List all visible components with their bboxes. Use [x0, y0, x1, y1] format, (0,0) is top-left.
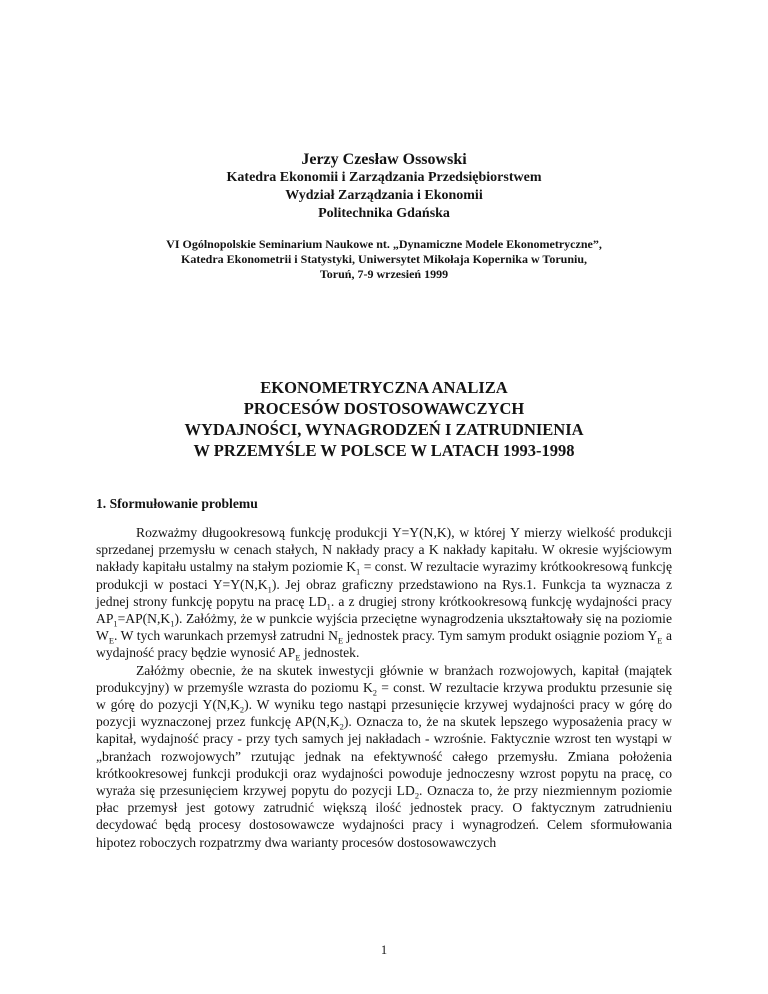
- affiliation-line: Wydział Zarządzania i Ekonomii: [285, 188, 483, 203]
- author-block: [96, 150, 672, 223]
- seminar-line: Toruń, 7-9 wrzesień 1999: [319, 267, 449, 281]
- section-heading: 1. Sformułowanie problemu: [96, 496, 258, 511]
- paragraph: Załóżmy obecnie, że na skutek inwestycji głównie w branżach rozwojowych, kapitał (majątek produkcyjny) w przemyśle wzrasta do poziomu $K_2$ = const. W rezultacie krzywa produktu przesunie się w górę do pozycji $Y(N,K_2)$. W wyniku tego nastąpi przesunięcie krzywej wydajności pracy w górę do pozycji wyznaczonej przez funkcję $AP(N,K_2)$. Oznacza to, że na skutek lepszego wyposażenia pracy w kapitał, wydajność pracy - przy tych samych jej nakładach - wzrośnie. Faktycznie wzrost ten wystąpi w „branżach rozwojowych” rzutując jednak na efektywność całego przemysłu. Zmiana położenia krótkookresowej funkcji produkcji oraz wydajności powoduje jednoczesny wzrost popytu na pracę, co wyraża się przesunięciem krzywej popytu do pozycji $LD_2$. Oznacza to, że przy niezmiennym poziomie płac przemysł jest gotowy zatrudnić większą ilość jednostek pracy. O faktycznym zatrudnieniu decydować będą procesy dostosowawcze wydajności pracy i wynagrodzeń. Celem sformułowania hipotez roboczych rozpatrzmy dwa warianty procesów dostosowawczych: [96, 662, 673, 850]
- paper-title-line: WYDAJNOŚCI, WYNAGRODZEŃ I ZATRUDNIENIA: [184, 420, 584, 439]
- affiliation-line: Politechnika Gdańska: [318, 206, 450, 221]
- section-body: [96, 524, 672, 851]
- page-number: 1: [380, 943, 388, 957]
- paragraph: Rozważmy długookresową funkcję produkcji Y=Y(N,K), w której Y mierzy wielkość produkcji sprzedanej przemysłu w cenach stałych, N nakłady pracy a K nakłady kapitału. W okresie wyjściowym nakłady kapitału ustalmy na stałym poziomie $K_1$ = const. W rezultacie wyrazimy krótkookresową funkcję produkcji w postaci $Y=Y(N,K_1)$. Jej obraz graficzny przedstawiono na Rys.1. Funkcja ta wyznacza z jednej strony funkcję popytu na pracę $LD_1$. a z drugiej strony krótkookresową funkcję wydajności pracy $AP_1=AP(N,K_1)$. Załóżmy, że w punkcie wyjścia przeciętne wynagrodzenia ukształtowały się na poziomie $W_E$. W tych warunkach przemysł zatrudni $N_E$ jednostek pracy. Tym samym produkt osiągnie poziom $Y_E$ a wydajność pracy będzie wynosić $AP_E$ jednostek.: [96, 525, 672, 664]
- author-name: Jerzy Czesław Ossowski: [301, 151, 467, 168]
- paper-title-line: EKONOMETRYCZNA ANALIZA: [260, 378, 508, 397]
- paper-title: [96, 377, 672, 461]
- seminar-block: [96, 237, 672, 282]
- paper-title-line: W PRZEMYŚLE W POLSCE W LATACH 1993-1998: [193, 441, 575, 460]
- seminar-line: Katedra Ekonometrii i Statystyki, Uniwersytet Mikołaja Kopernika w Toruniu,: [180, 252, 587, 266]
- affiliation-line: Katedra Ekonomii i Zarządzania Przedsiębiorstwem: [226, 170, 542, 185]
- paper-title-line: PROCESÓW DOSTOSOWAWCZYCH: [243, 399, 525, 418]
- seminar-line: VI Ogólnopolskie Seminarium Naukowe nt. „Dynamiczne Modele Ekonometryczne”,: [166, 237, 602, 251]
